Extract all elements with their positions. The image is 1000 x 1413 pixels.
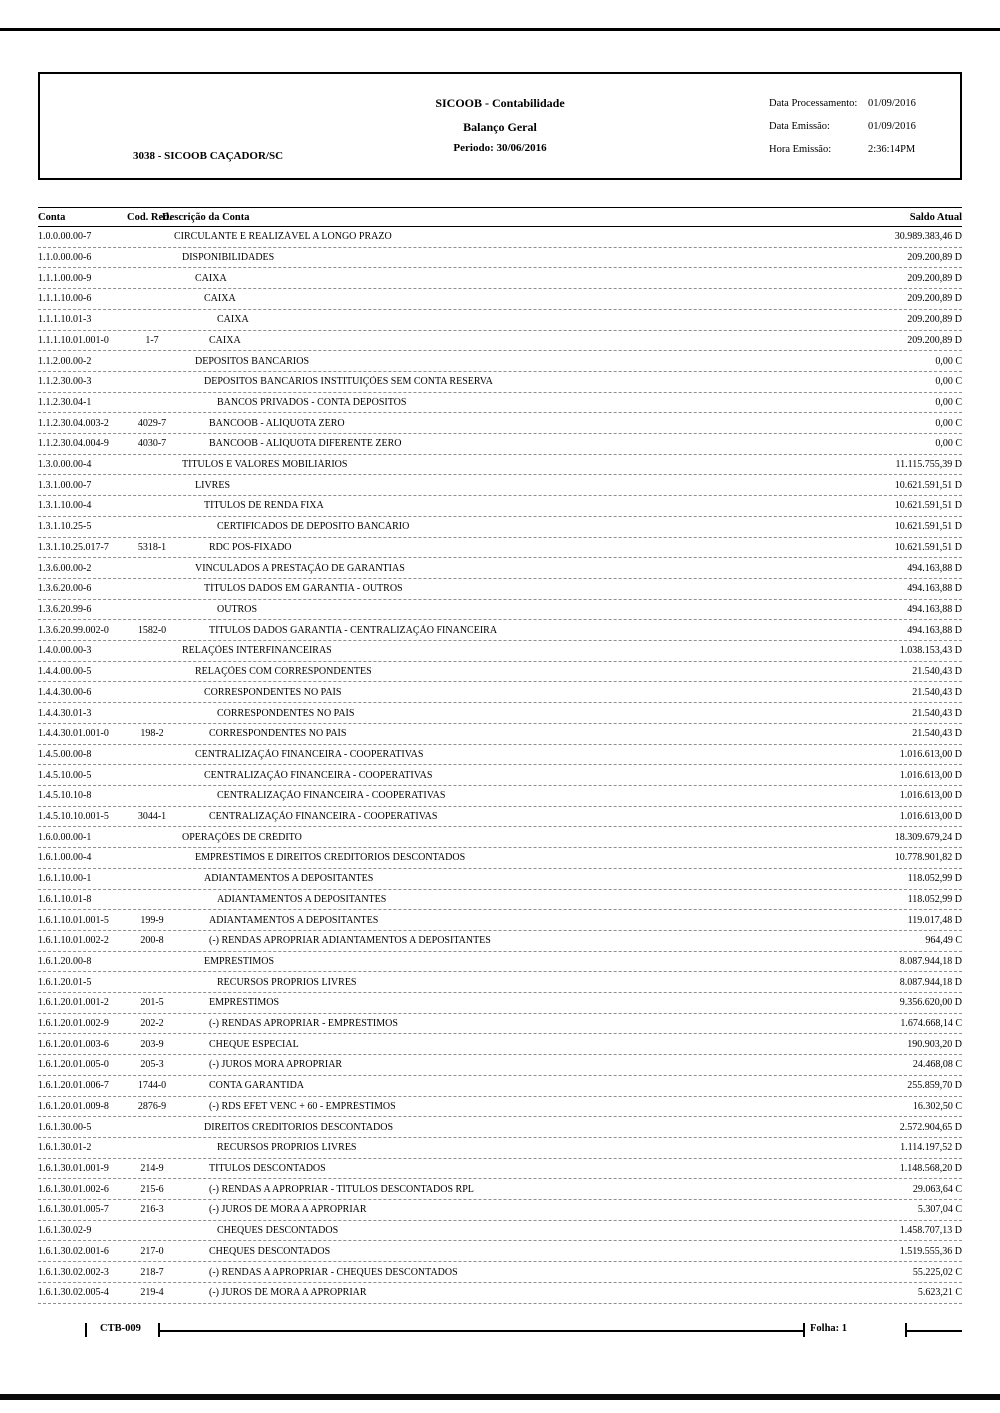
account-balance: 10.621.591,51 D [894,479,962,491]
account-description: (-) RENDAS A APROPRIAR - CHEQUES DESCONTADOS [209,1266,458,1278]
account-balance: 118.052,99 D [907,873,962,885]
account-description: DIREITOS CREDITÓRIOS DESCONTADOS [204,1121,394,1133]
account-code: 1.4.4.30.01-3 [38,707,92,719]
print-mark [803,1323,805,1337]
account-row [38,931,962,952]
reduced-code: 217-0 [140,1245,164,1257]
account-row [38,745,962,766]
account-code: 1.6.1.30.01-2 [38,1142,92,1154]
account-row [38,475,962,496]
account-row [38,993,962,1014]
report-company: SICOOB - Contabilidade [435,96,565,110]
account-balance: 1.674.668,14 C [900,1018,962,1030]
account-code: 1.6.0.00.00-1 [38,831,92,843]
reduced-code: 1744-0 [137,1080,167,1092]
account-description: VINCULADOS A PRESTAÇÃO DE GARANTIAS [195,562,405,574]
account-code: 1.1.2.30.04-1 [38,396,92,408]
account-code: 1.3.0.00.00-4 [38,459,92,471]
account-code: 1.6.1.20.01-5 [38,976,92,988]
report-entity: 3038 - SICOOB CAÇADOR/SC [133,150,284,162]
account-row [38,807,962,828]
reduced-code: 203-9 [140,1038,164,1050]
account-code: 1.4.4.30.01.001-0 [38,728,109,740]
meta-emission-time [769,144,964,167]
account-description: (-) RDS EFET VENC + 60 - EMPRÉSTIMOS [209,1100,396,1112]
account-row [38,765,962,786]
reduced-code: 201-5 [140,997,164,1009]
account-description: CONTA GARANTIDA [209,1080,305,1092]
account-row [38,351,962,372]
account-description: DEPÓSITOS BANCÁRIOS [195,355,310,367]
account-code: 1.6.1.30.01.001-9 [38,1162,109,1174]
account-balance: 494.163,88 D [907,604,962,615]
account-balance: 0,00 C [935,438,962,450]
account-code: 1.3.1.00.00-7 [38,479,92,491]
account-row [38,372,962,393]
account-balance: 1.016.613,00 D [899,790,962,802]
account-balance: 0,00 C [935,396,962,408]
account-row [38,869,962,890]
account-balance: 209.200,89 D [907,252,962,264]
account-description: OUTROS [217,604,258,615]
account-balance: 55.225,02 C [912,1266,962,1278]
account-row [38,1117,962,1138]
account-description: CHEQUES DESCONTADOS [217,1225,339,1237]
account-code: 1.4.5.00.00-8 [38,748,92,760]
account-row [38,496,962,517]
meta-emission-date-label: Data Emissão: [769,121,830,132]
account-row [38,227,962,248]
account-row [38,413,962,434]
account-description: CAIXA [195,272,227,284]
account-description: ADIANTAMENTOS A DEPOSITANTES [217,893,387,905]
account-description: CAIXA [204,293,236,305]
account-code: 1.6.1.30.02.002-3 [38,1266,109,1278]
account-balance: 1.519.555,36 D [899,1245,962,1257]
account-code: 1.4.0.00.00-3 [38,645,92,657]
account-description: EMPRÉSTIMOS [204,955,275,967]
account-description: TÍTULOS DE RENDA FIXA [204,500,324,512]
account-row [38,786,962,807]
column-header-descricao: Descrição da Conta [162,212,250,223]
account-row [38,268,962,289]
account-row [38,455,962,476]
account-description: CORRESPONDENTES NO PAÍS [217,707,355,719]
account-code: 1.3.6.20.99-6 [38,604,92,615]
account-balance: 8.087.944,18 D [899,955,962,967]
account-row [38,972,962,993]
account-code: 1.1.1.00.00-9 [38,272,92,284]
report-meta [769,98,964,167]
account-description: (-) JUROS DE MORA A APROPRIAR [209,1287,367,1299]
meta-processing-date-label: Data Processamento: [769,98,858,109]
account-code: 1.6.1.20.01.002-9 [38,1018,109,1030]
account-row [38,620,962,641]
account-row [38,952,962,973]
account-balance: 18.309.679,24 D [894,831,962,843]
account-balance: 30.989.383,46 D [894,231,962,243]
account-row [38,662,962,683]
account-balance: 0,00 C [935,355,962,367]
account-row [38,1097,962,1118]
account-row [38,600,962,621]
page-footer [38,1322,962,1340]
account-row [38,1221,962,1242]
account-code: 1.6.1.10.01-8 [38,893,92,905]
account-balance: 1.458.707,13 D [899,1225,962,1237]
account-code: 1.3.1.10.25.017-7 [38,541,109,553]
account-row [38,393,962,414]
account-code: 1.4.5.10.00-5 [38,769,92,781]
account-code: 1.1.2.00.00-2 [38,355,92,367]
account-balance: 1.016.613,00 D [899,769,962,781]
account-row [38,848,962,869]
account-code: 1.6.1.20.01.003-6 [38,1038,109,1050]
account-code: 1.4.4.30.00-6 [38,686,92,698]
account-balance: 964,49 C [925,935,962,947]
report-title: Balanço Geral [463,120,537,134]
account-description: OPERAÇÕES DE CRÉDITO [182,831,302,843]
account-code: 1.1.1.10.00-6 [38,293,92,305]
account-description: BANCOOB - ALÍQUOTA ZERO [209,417,345,429]
account-description: TÍTULOS DADOS EM GARANTIA - OUTROS [204,583,403,595]
account-row [38,289,962,310]
meta-processing-date-value: 01/09/2016 [868,98,916,109]
account-row [38,703,962,724]
account-code: 1.6.1.30.02.001-6 [38,1245,109,1257]
reduced-code: 2876-9 [137,1100,167,1112]
account-balance: 119.017,48 D [907,914,962,926]
account-row [38,827,962,848]
account-description: EMPRÉSTIMOS [209,997,280,1009]
account-balance: 1.038.153,43 D [899,645,962,657]
account-balance: 5.623,21 C [917,1287,962,1299]
account-balance: 209.200,89 D [907,314,962,326]
account-balance: 255.859,70 D [907,1080,962,1092]
account-description: RECURSOS PRÓPRIOS LIVRES [217,976,357,988]
account-description: CIRCULANTE E REALIZÁVEL A LONGO PRAZO [174,231,392,243]
account-row [38,1179,962,1200]
account-description: (-) RENDAS APROPRIAR - EMPRÉSTIMOS [209,1018,398,1030]
reduced-code: 202-2 [140,1018,164,1030]
meta-emission-time-label: Hora Emissão: [769,144,832,155]
page-number: Folha: 1 [810,1323,848,1334]
account-row [38,910,962,931]
column-header-saldo: Saldo Atual [909,212,962,223]
account-description: CAIXA [209,334,241,346]
account-row [38,1241,962,1262]
account-description: TÍTULOS DADOS GARANTIA - CENTRALIZAÇÃO FINANCEIRA [209,624,498,636]
account-row [38,517,962,538]
account-description: BANCOOB - ALÍQUOTA DIFERENTE ZERO [209,438,402,450]
account-row [38,1014,962,1035]
account-code: 1.1.1.10.01.001-0 [38,334,109,346]
account-balance: 0,00 C [935,376,962,388]
account-description: RECURSOS PRÓPRIOS LIVRES [217,1142,357,1154]
account-description: LIVRES [195,479,230,491]
account-description: EMPRÉSTIMOS E DIREITOS CREDITÓRIOS DESCONTADOS [195,852,466,864]
reduced-code: 215-6 [140,1183,164,1195]
account-code: 1.6.1.30.02-9 [38,1225,92,1237]
account-balance: 118.052,99 D [907,893,962,905]
column-header-conta: Conta [38,212,66,223]
account-description: CENTRALIZAÇÃO FINANCEIRA - COOPERATIVAS [209,811,438,823]
print-mark [85,1323,87,1337]
page-bottom-edge [0,1394,1000,1400]
account-description: CENTRALIZAÇÃO FINANCEIRA - COOPERATIVAS [204,769,433,781]
account-row [38,1200,962,1221]
account-balance: 1.114.197,52 D [900,1142,962,1154]
account-balance: 16.302,50 C [912,1100,962,1112]
account-description: CORRESPONDENTES NO PAÍS [204,686,342,698]
account-code: 1.6.1.30.00-5 [38,1121,92,1133]
report-period: Periodo: 30/06/2016 [453,142,547,154]
account-rows [38,227,962,1304]
reduced-code: 219-4 [140,1287,164,1299]
account-code: 1.3.1.10.25-5 [38,521,92,533]
account-balance: 1.016.613,00 D [899,748,962,760]
account-description: CORRESPONDENTES NO PAÍS [209,728,347,740]
account-code: 1.6.1.20.01.009-8 [38,1100,109,1112]
account-code: 1.1.1.10.01-3 [38,314,92,326]
account-balance: 21.540,43 D [912,728,962,740]
reduced-code: 216-3 [140,1204,164,1216]
account-row [38,1034,962,1055]
account-balance: 209.200,89 D [907,272,962,284]
account-code: 1.1.2.30.04.004-9 [38,438,109,450]
account-code: 1.6.1.10.01.001-5 [38,914,109,926]
account-balance: 24.468,08 C [912,1059,962,1071]
account-code: 1.6.1.10.01.002-2 [38,935,109,947]
account-balance: 5.307,04 C [917,1204,962,1216]
account-balance: 190.903,20 D [907,1038,962,1050]
reduced-code: 199-9 [140,914,164,926]
account-code: 1.1.2.30.04.003-2 [38,417,109,429]
account-balance: 8.087.944,18 D [899,976,962,988]
footer-rule [159,1330,804,1332]
account-description: DISPONIBILIDADES [182,252,275,264]
report-code: CTB-009 [100,1323,141,1334]
account-row [38,682,962,703]
page-top-edge [0,28,1000,31]
account-balance: 0,00 C [935,417,962,429]
account-balance: 9.356.620,00 D [899,997,962,1009]
account-description: (-) JUROS DE MORA A APROPRIAR [209,1204,367,1216]
meta-processing-date [769,98,964,121]
account-balance: 494.163,88 D [907,624,962,636]
account-balance: 29.063,64 C [912,1183,962,1195]
account-row [38,1055,962,1076]
account-row [38,248,962,269]
account-code: 1.4.5.10.10-8 [38,790,92,802]
account-row [38,579,962,600]
account-description: RDC PÓS-FIXADO [209,541,292,553]
account-description: CHEQUE ESPECIAL [209,1038,299,1050]
meta-emission-date [769,121,964,144]
account-row [38,1262,962,1283]
reduced-code: 3044-1 [137,811,167,823]
account-code: 1.0.0.00.00-7 [38,231,92,243]
reduced-code: 5318-1 [137,541,167,553]
account-description: TÍTULOS DESCONTADOS [209,1162,326,1174]
account-row [38,558,962,579]
column-header-cod-red: Cod. Red. [127,212,172,223]
account-row [38,641,962,662]
account-row [38,538,962,559]
account-balance: 10.778.901,82 D [894,852,962,864]
account-balance: 10.621.591,51 D [894,541,962,553]
account-code: 1.6.1.30.01.005-7 [38,1204,109,1216]
account-description: CENTRALIZAÇÃO FINANCEIRA - COOPERATIVAS [217,790,446,802]
table-column-header [38,207,962,227]
account-balance: 1.148.568,20 D [899,1162,962,1174]
reduced-code: 1582-0 [137,624,167,636]
account-description: (-) RENDAS APROPRIAR ADIANTAMENTOS A DEPOSITANTES [209,935,491,947]
reduced-code: 198-2 [140,728,164,740]
account-balance: 209.200,89 D [907,293,962,305]
account-description: ADIANTAMENTOS A DEPOSITANTES [204,873,374,885]
account-code: 1.6.1.10.00-1 [38,873,92,885]
account-balance: 494.163,88 D [907,562,962,574]
account-code: 1.3.1.10.00-4 [38,500,92,512]
account-code: 1.6.1.00.00-4 [38,852,92,864]
account-code: 1.1.0.00.00-6 [38,252,92,264]
account-description: (-) JUROS MORA APROPRIAR [209,1059,343,1071]
account-row [38,310,962,331]
reduced-code: 4030-7 [137,438,167,450]
account-code: 1.6.1.30.01.002-6 [38,1183,109,1195]
account-description: CAIXA [217,314,249,326]
account-description: CENTRALIZAÇÃO FINANCEIRA - COOPERATIVAS [195,748,424,760]
account-code: 1.1.2.30.00-3 [38,376,92,388]
footer-rule [906,1330,962,1332]
reduced-code: 4029-7 [137,417,167,429]
account-balance: 2.572.904,65 D [899,1121,962,1133]
reduced-code: 205-3 [140,1059,164,1071]
account-balance: 21.540,43 D [912,666,962,678]
reduced-code: 218-7 [140,1266,164,1278]
account-description: (-) RENDAS A APROPRIAR - TÍTULOS DESCONTADOS RPL [209,1183,474,1195]
reduced-code: 214-9 [140,1162,164,1174]
account-balance: 10.621.591,51 D [894,521,962,533]
account-row [38,1076,962,1097]
account-code: 1.4.5.10.10.001-5 [38,811,109,823]
account-row [38,1159,962,1180]
account-description: CHEQUES DESCONTADOS [209,1245,331,1257]
account-code: 1.4.4.00.00-5 [38,666,92,678]
account-code: 1.6.1.20.01.005-0 [38,1059,109,1071]
account-description: ADIANTAMENTOS A DEPOSITANTES [209,914,379,926]
account-description: DEPÓSITOS BANCÁRIOS INSTITUIÇÕES SEM CONTA RESERVA [204,376,493,388]
account-code: 1.3.6.20.00-6 [38,583,92,595]
account-description: RELAÇÕES COM CORRESPONDENTES [195,666,372,678]
account-balance: 11.115.755,39 D [895,459,962,471]
account-code: 1.6.1.20.01.001-2 [38,997,109,1009]
report-header-box [38,72,962,180]
account-balance: 209.200,89 D [907,334,962,346]
account-description: RELAÇÕES INTERFINANCEIRAS [182,645,332,657]
account-balance: 10.621.591,51 D [894,500,962,512]
account-balance: 494.163,88 D [907,583,962,595]
account-code: 1.3.6.20.99.002-0 [38,624,109,636]
account-row [38,1138,962,1159]
meta-emission-time-value: 2:36:14PM [868,144,916,155]
account-balance: 21.540,43 D [912,686,962,698]
account-row [38,1283,962,1304]
account-code: 1.6.1.20.00-8 [38,955,92,967]
meta-emission-date-value: 01/09/2016 [868,121,916,132]
reduced-code: 1-7 [145,334,159,346]
account-code: 1.6.1.20.01.006-7 [38,1080,109,1092]
account-description: BANCOS PRIVADOS - CONTA DEPÓSITOS [217,396,407,408]
account-balance: 1.016.613,00 D [899,811,962,823]
account-row [38,724,962,745]
account-balance: 21.540,43 D [912,707,962,719]
account-row [38,331,962,352]
account-code: 1.3.6.00.00-2 [38,562,92,574]
account-row [38,890,962,911]
account-description: TÍTULOS E VALORES MOBILIÁRIOS [182,459,348,471]
account-description: CERTIFICADOS DE DEPÓSITO BANCÁRIO [217,521,410,533]
account-row [38,434,962,455]
account-code: 1.6.1.30.02.005-4 [38,1287,109,1299]
reduced-code: 200-8 [140,935,164,947]
